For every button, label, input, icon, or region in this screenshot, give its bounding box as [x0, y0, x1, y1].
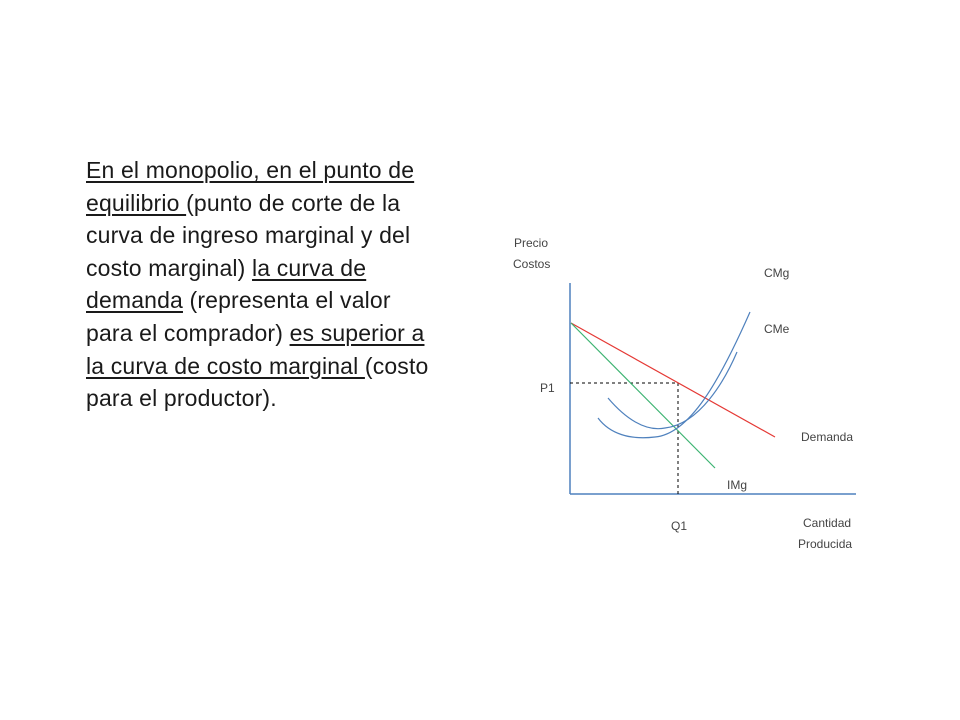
demanda-label: Demanda	[801, 430, 854, 444]
marginal-cost-curve	[598, 312, 750, 438]
text-segment: (costo para el productor).	[86, 352, 429, 412]
img-label: IMg	[727, 478, 748, 492]
p1-label: P1	[540, 381, 555, 395]
cme-label: CMe	[764, 322, 790, 336]
q1-label: Q1	[671, 519, 688, 533]
y-axis-label-precio: Precio	[514, 236, 549, 250]
y-axis-label-costos: Costos	[513, 257, 551, 271]
text-segment: En el monopolio, en el punto de equilibrio	[86, 157, 415, 216]
demand-curve	[571, 323, 775, 437]
text-segment: (representa el valor para el comprador)	[86, 287, 391, 346]
marginal-revenue-curve	[571, 323, 715, 468]
text-segment: (punto de corte de la curva de ingreso marginal y del costo marginal)	[86, 189, 411, 281]
x-axis-label-cantidad: Cantidad	[803, 516, 852, 530]
text-segment: es superior a la curva de costo marginal	[86, 319, 425, 379]
average-cost-curve	[608, 352, 737, 429]
text-segment: la curva de demanda	[86, 254, 367, 314]
x-axis-label-producida: Producida	[798, 537, 853, 551]
cmg-label: CMg	[764, 266, 790, 280]
